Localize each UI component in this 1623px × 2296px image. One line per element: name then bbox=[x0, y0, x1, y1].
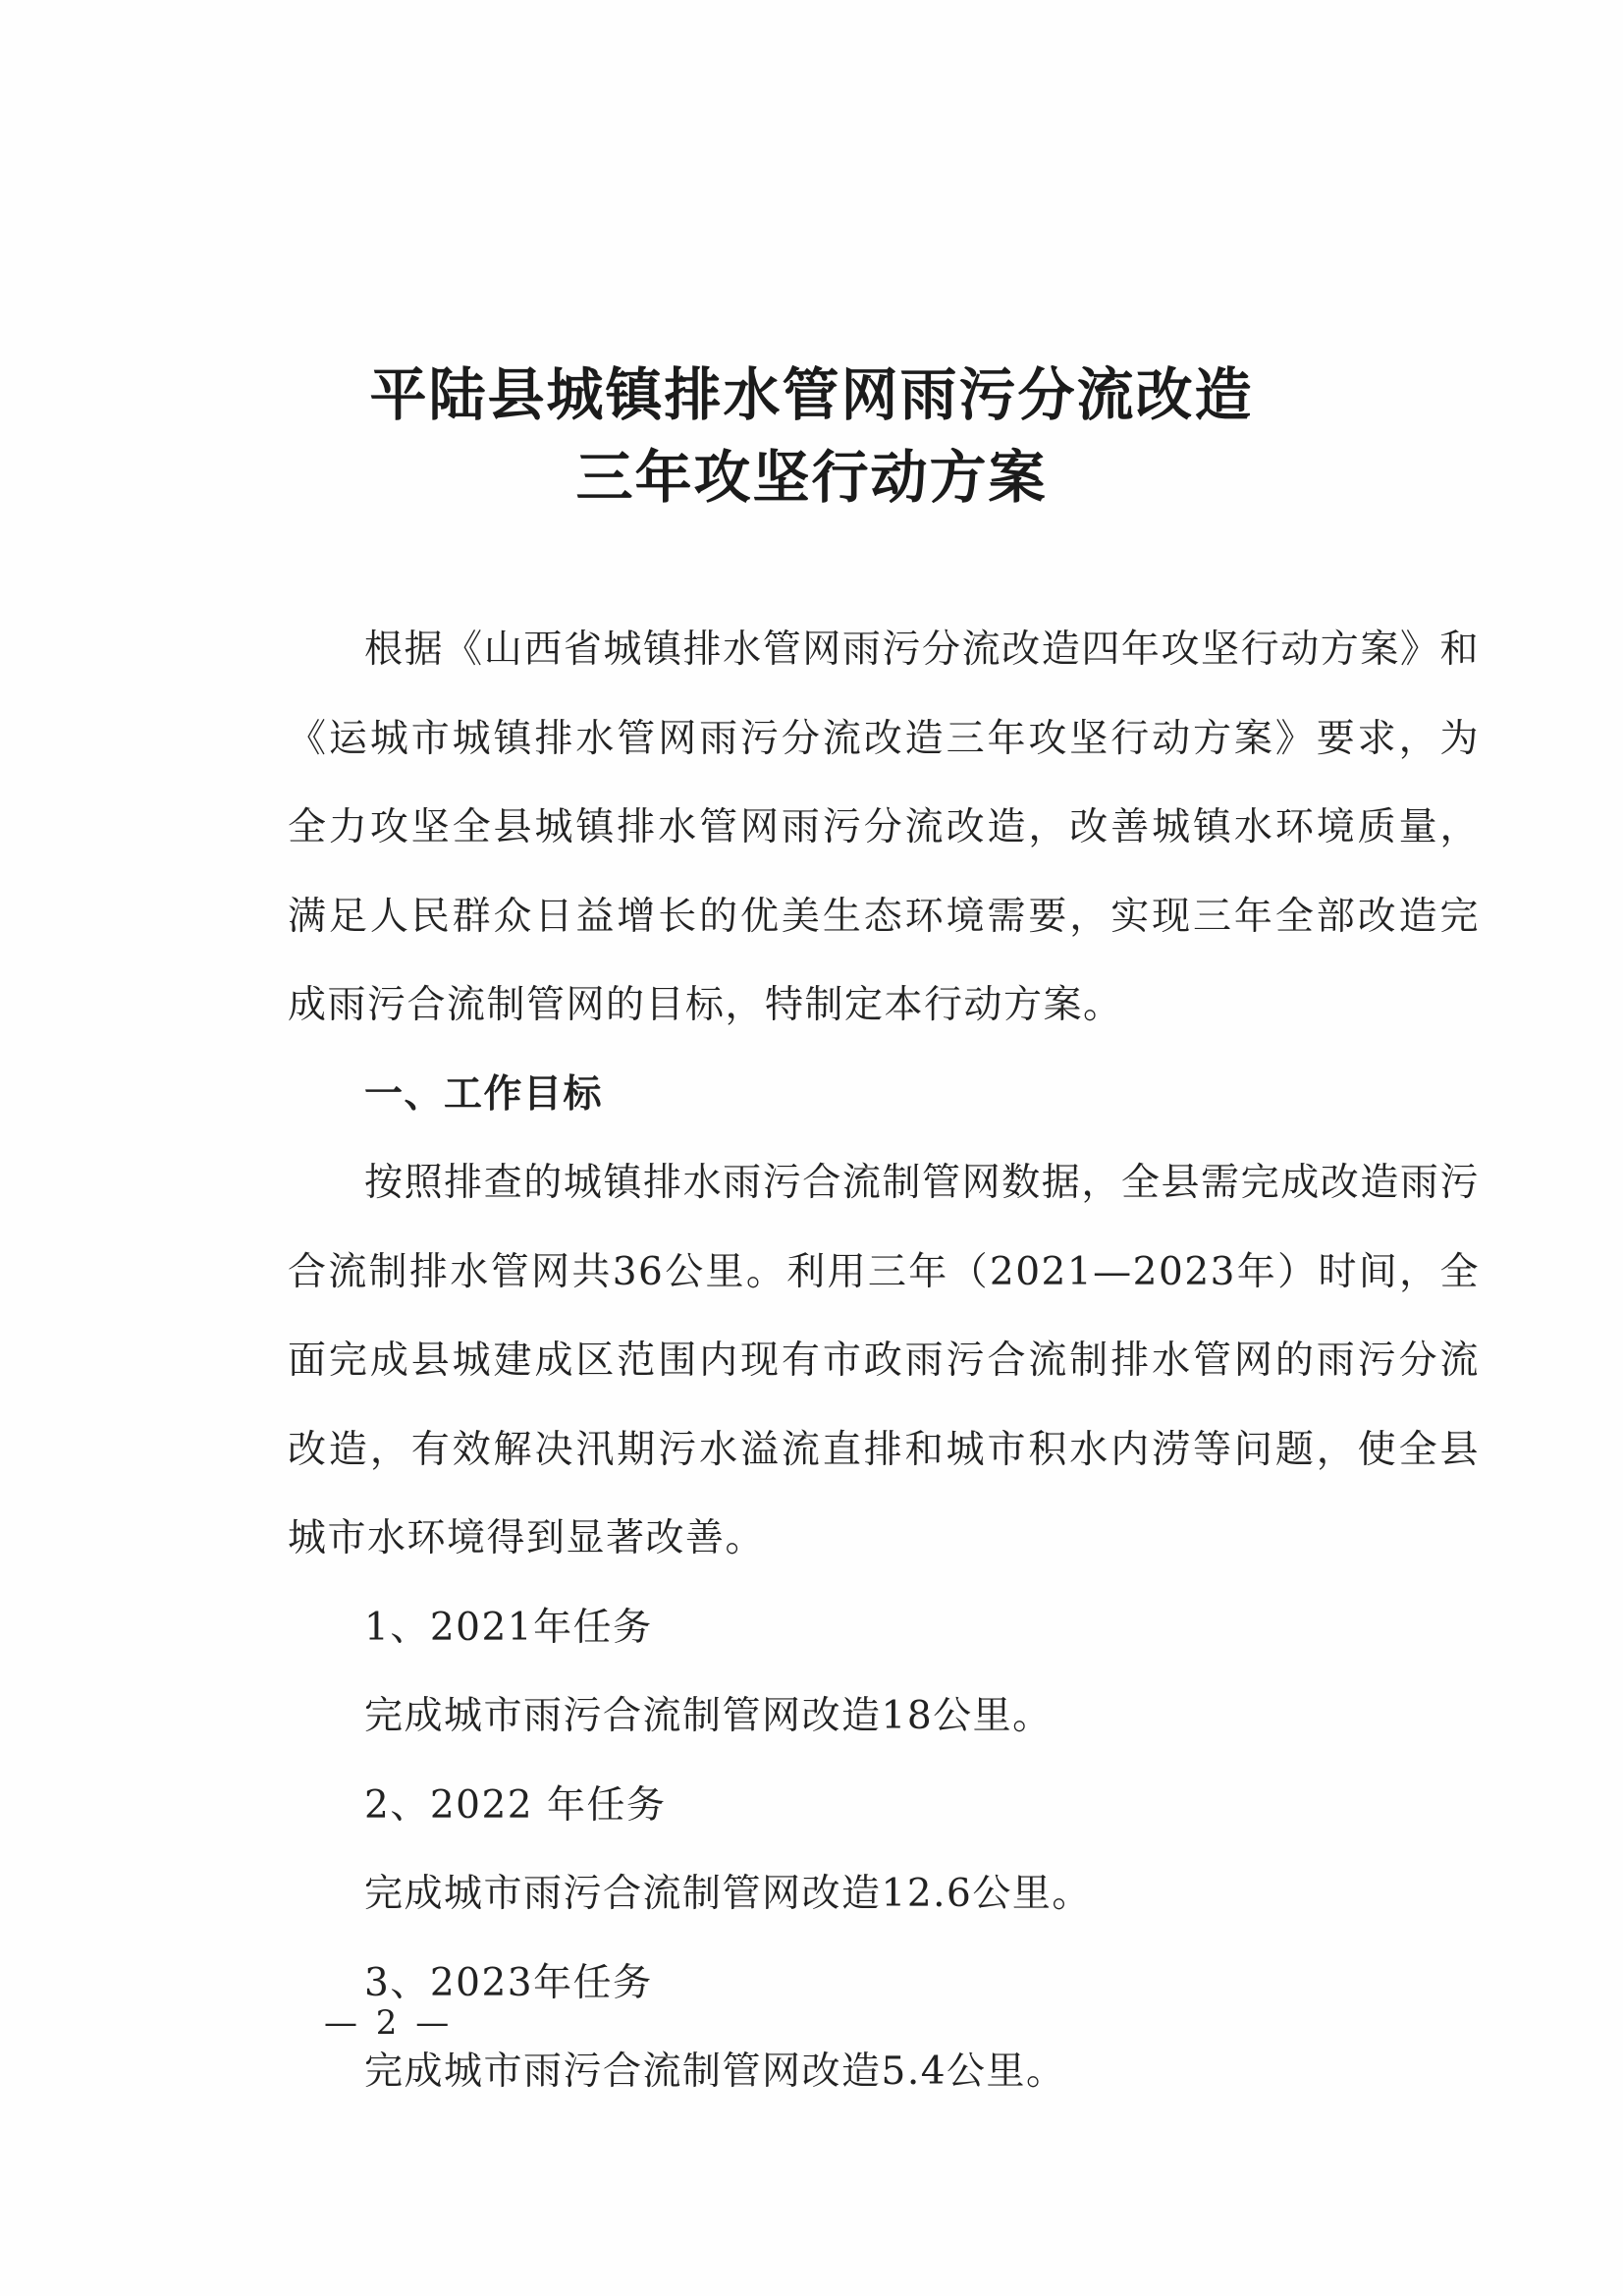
intro-paragraph: 根据《山西省城镇排水管网雨污分流改造四年攻坚行动方案》和《运城市城镇排水管网雨污分流改造三年攻坚行动方案》要求，为全力攻坚全县城镇排水管网雨污分流改造，改善城镇水环境质量，满足人民群众日益增长的优美生态环境需要，实现三年全部改造完成雨污合流制管网的目标，特制定本行动方案。 bbox=[288, 628, 1480, 1027]
document-body bbox=[288, 606, 1480, 2117]
title-line-2: 三年攻坚行动方案 bbox=[575, 444, 1048, 511]
goals-paragraph: 按照排查的城镇排水雨污合流制管网数据，全县需完成改造雨污合流制排水管网共36公里。利用三年（2021—2023年）时间，全面完成县城建成区范围内现有市政雨污合流制排水管网的雨污分流改造，有效解决汛期污水溢流直排和城市积水内涝等问题，使全县城市水环境得到显著改善。 bbox=[288, 1161, 1480, 1560]
title-line-1: 平陆县城镇排水管网雨污分流改造 bbox=[369, 361, 1254, 428]
task-heading-2021: 1、2021年任务 bbox=[364, 1605, 653, 1650]
task-heading-2023: 3、2023年任务 bbox=[364, 1960, 653, 2005]
task-heading-2022: 2、2022 年任务 bbox=[364, 1782, 667, 1828]
task-text-2023: 完成城市雨污合流制管网改造5.4公里。 bbox=[364, 2050, 1066, 2094]
page-number: — 2 — bbox=[324, 2003, 454, 2043]
document-title bbox=[0, 354, 1623, 519]
task-text-2022: 完成城市雨污合流制管网改造12.6公里。 bbox=[364, 1872, 1092, 1916]
section-heading-goals: 一、工作目标 bbox=[364, 1071, 604, 1117]
task-text-2021: 完成城市雨污合流制管网改造18公里。 bbox=[364, 1694, 1053, 1738]
